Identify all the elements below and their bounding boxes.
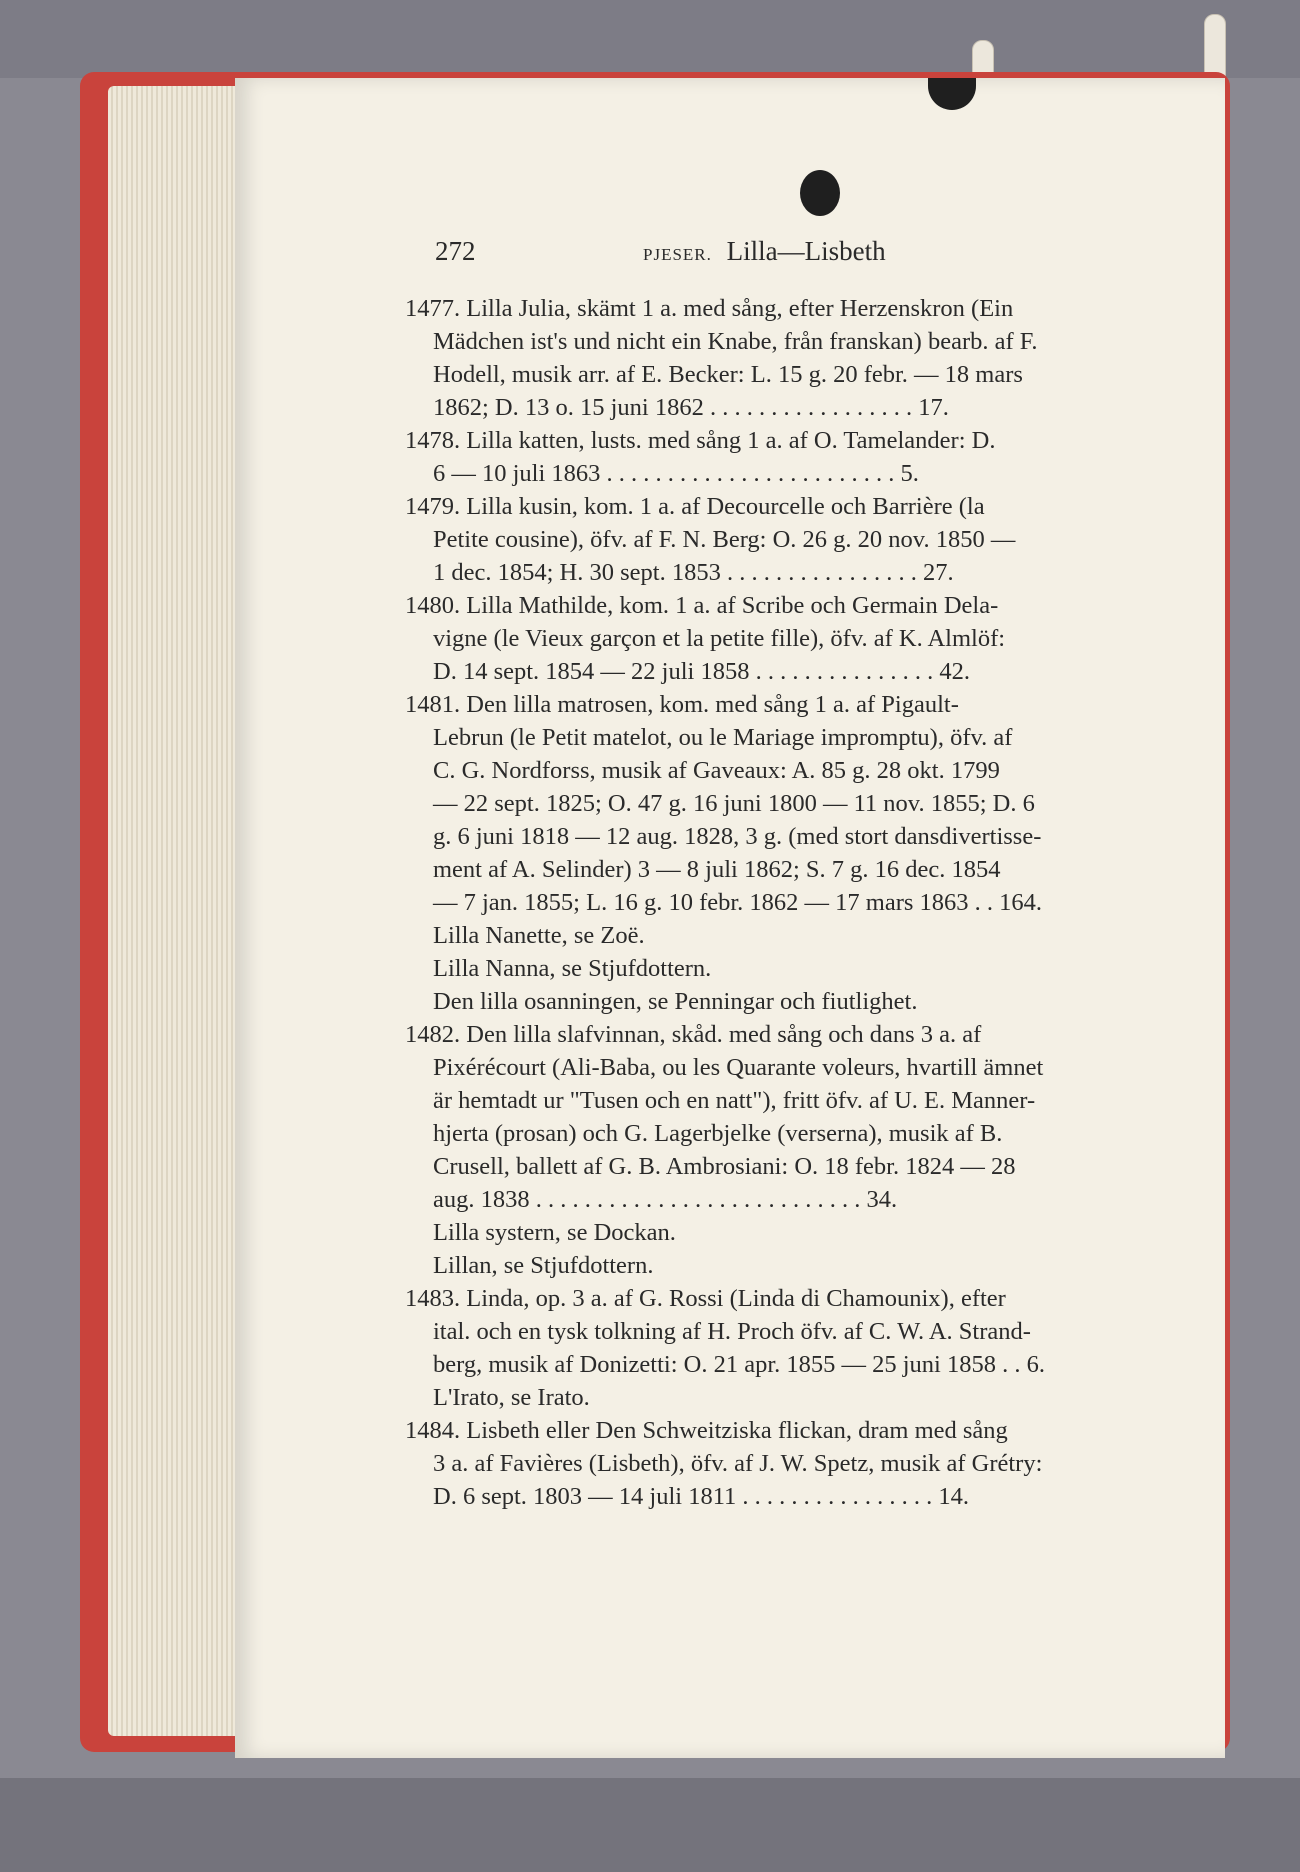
text-line: — 7 jan. 1855; L. 16 g. 10 febr. 1862 — 17 mars 1863 . . 164. bbox=[433, 889, 1043, 916]
text-line: g. 6 juni 1818 — 12 aug. 1828, 3 g. (med stort dansdivertisse- bbox=[433, 823, 1042, 850]
text-line: vigne (le Vieux garçon et la petite fille), öfv. af K. Almlöf: bbox=[433, 625, 1006, 652]
running-title bbox=[643, 236, 886, 267]
text-line: är hemtadt ur "Tusen och en natt"), fritt öfv. af U. E. Manner- bbox=[433, 1087, 1036, 1114]
text-line: Mädchen ist's und nicht ein Knabe, från franskan) bearb. af F. bbox=[433, 328, 1038, 355]
text-line: aug. 1838 . . . . . . . . . . . . . . . . . . . . . . . . . . . 34. bbox=[433, 1186, 898, 1213]
text-line: D. 14 sept. 1854 — 22 juli 1858 . . . . . . . . . . . . . . . 42. bbox=[433, 658, 970, 685]
text-line: 1480. Lilla Mathilde, kom. 1 a. af Scribe och Germain Dela- bbox=[405, 592, 999, 619]
text-line: Petite cousine), öfv. af F. N. Berg: O. 26 g. 20 nov. 1850 — bbox=[433, 526, 1016, 553]
text-line: Lilla Nanna, se Stjufdottern. bbox=[433, 955, 712, 982]
text-line: C. G. Nordforss, musik af Gaveaux: A. 85 g. 28 okt. 1799 bbox=[433, 757, 1000, 784]
text-line: Lilla systern, se Dockan. bbox=[433, 1219, 676, 1246]
text-line: berg, musik af Donizetti: O. 21 apr. 1855 — 25 juni 1858 . . 6. bbox=[433, 1351, 1045, 1378]
punch-hole bbox=[800, 170, 840, 216]
text-line: Lilla Nanette, se Zoë. bbox=[433, 922, 645, 949]
text-line: 1477. Lilla Julia, skämt 1 a. med sång, efter Herzenskron (Ein bbox=[405, 295, 1014, 322]
text-line: 1478. Lilla katten, lusts. med sång 1 a. af O. Tamelander: D. bbox=[405, 427, 996, 454]
text-line: 1482. Den lilla slafvinnan, skåd. med sång och dans 3 a. af bbox=[405, 1021, 982, 1048]
text-line: Lebrun (le Petit matelot, ou le Mariage impromptu), öfv. af bbox=[433, 724, 1013, 751]
entry-list bbox=[405, 292, 1205, 1513]
text-line: ment af A. Selinder) 3 — 8 juli 1862; S. 7 g. 16 dec. 1854 bbox=[433, 856, 1001, 883]
text-line: 1479. Lilla kusin, kom. 1 a. af Decourcelle och Barrière (la bbox=[405, 493, 985, 520]
text-line: — 22 sept. 1825; O. 47 g. 16 juni 1800 — 11 nov. 1855; D. 6 bbox=[433, 790, 1035, 817]
text-line: 1483. Linda, op. 3 a. af G. Rossi (Linda di Chamounix), efter bbox=[405, 1285, 1006, 1312]
section-label: PJESER. bbox=[643, 245, 712, 264]
text-line: ital. och en tysk tolkning af H. Proch öfv. af C. W. A. Strand- bbox=[433, 1318, 1031, 1345]
text-line: D. 6 sept. 1803 — 14 juli 1811 . . . . . . . . . . . . . . . . 14. bbox=[433, 1483, 970, 1510]
text-line: 1 dec. 1854; H. 30 sept. 1853 . . . . . . . . . . . . . . . . 27. bbox=[433, 559, 954, 586]
text-line: Lillan, se Stjufdottern. bbox=[433, 1252, 654, 1279]
range-label: Lilla—Lisbeth bbox=[726, 236, 886, 266]
background-bottom bbox=[0, 1778, 1300, 1872]
text-line: Hodell, musik arr. af E. Becker: L. 15 g. 20 febr. — 18 mars bbox=[433, 361, 1023, 388]
background-top bbox=[0, 0, 1300, 78]
text-line: 3 a. af Favières (Lisbeth), öfv. af J. W. Spetz, musik af Grétry: bbox=[433, 1450, 1043, 1477]
text-line: 1484. Lisbeth eller Den Schweitziska flickan, dram med sång bbox=[405, 1417, 1008, 1444]
text-line: Den lilla osanningen, se Penningar och fiutlighet. bbox=[433, 988, 918, 1015]
text-line: L'Irato, se Irato. bbox=[433, 1384, 590, 1411]
page-text bbox=[405, 232, 1205, 1513]
text-line: hjerta (prosan) och G. Lagerbjelke (verserna), musik af B. bbox=[433, 1120, 1003, 1147]
text-line: 1481. Den lilla matrosen, kom. med sång 1 a. af Pigault- bbox=[405, 691, 959, 718]
page-edges bbox=[108, 86, 248, 1736]
text-line: Crusell, ballett af G. B. Ambrosiani: O. 18 febr. 1824 — 28 bbox=[433, 1153, 1016, 1180]
text-line: Pixérécourt (Ali-Baba, ou les Quarante voleurs, hvartill ämnet bbox=[433, 1054, 1044, 1081]
text-line: 6 — 10 juli 1863 . . . . . . . . . . . . . . . . . . . . . . . . 5. bbox=[433, 460, 919, 487]
page-number: 272 bbox=[435, 236, 476, 266]
text-line: 1862; D. 13 o. 15 juni 1862 . . . . . . . . . . . . . . . . . 17. bbox=[433, 394, 949, 421]
page-header bbox=[405, 232, 1205, 292]
